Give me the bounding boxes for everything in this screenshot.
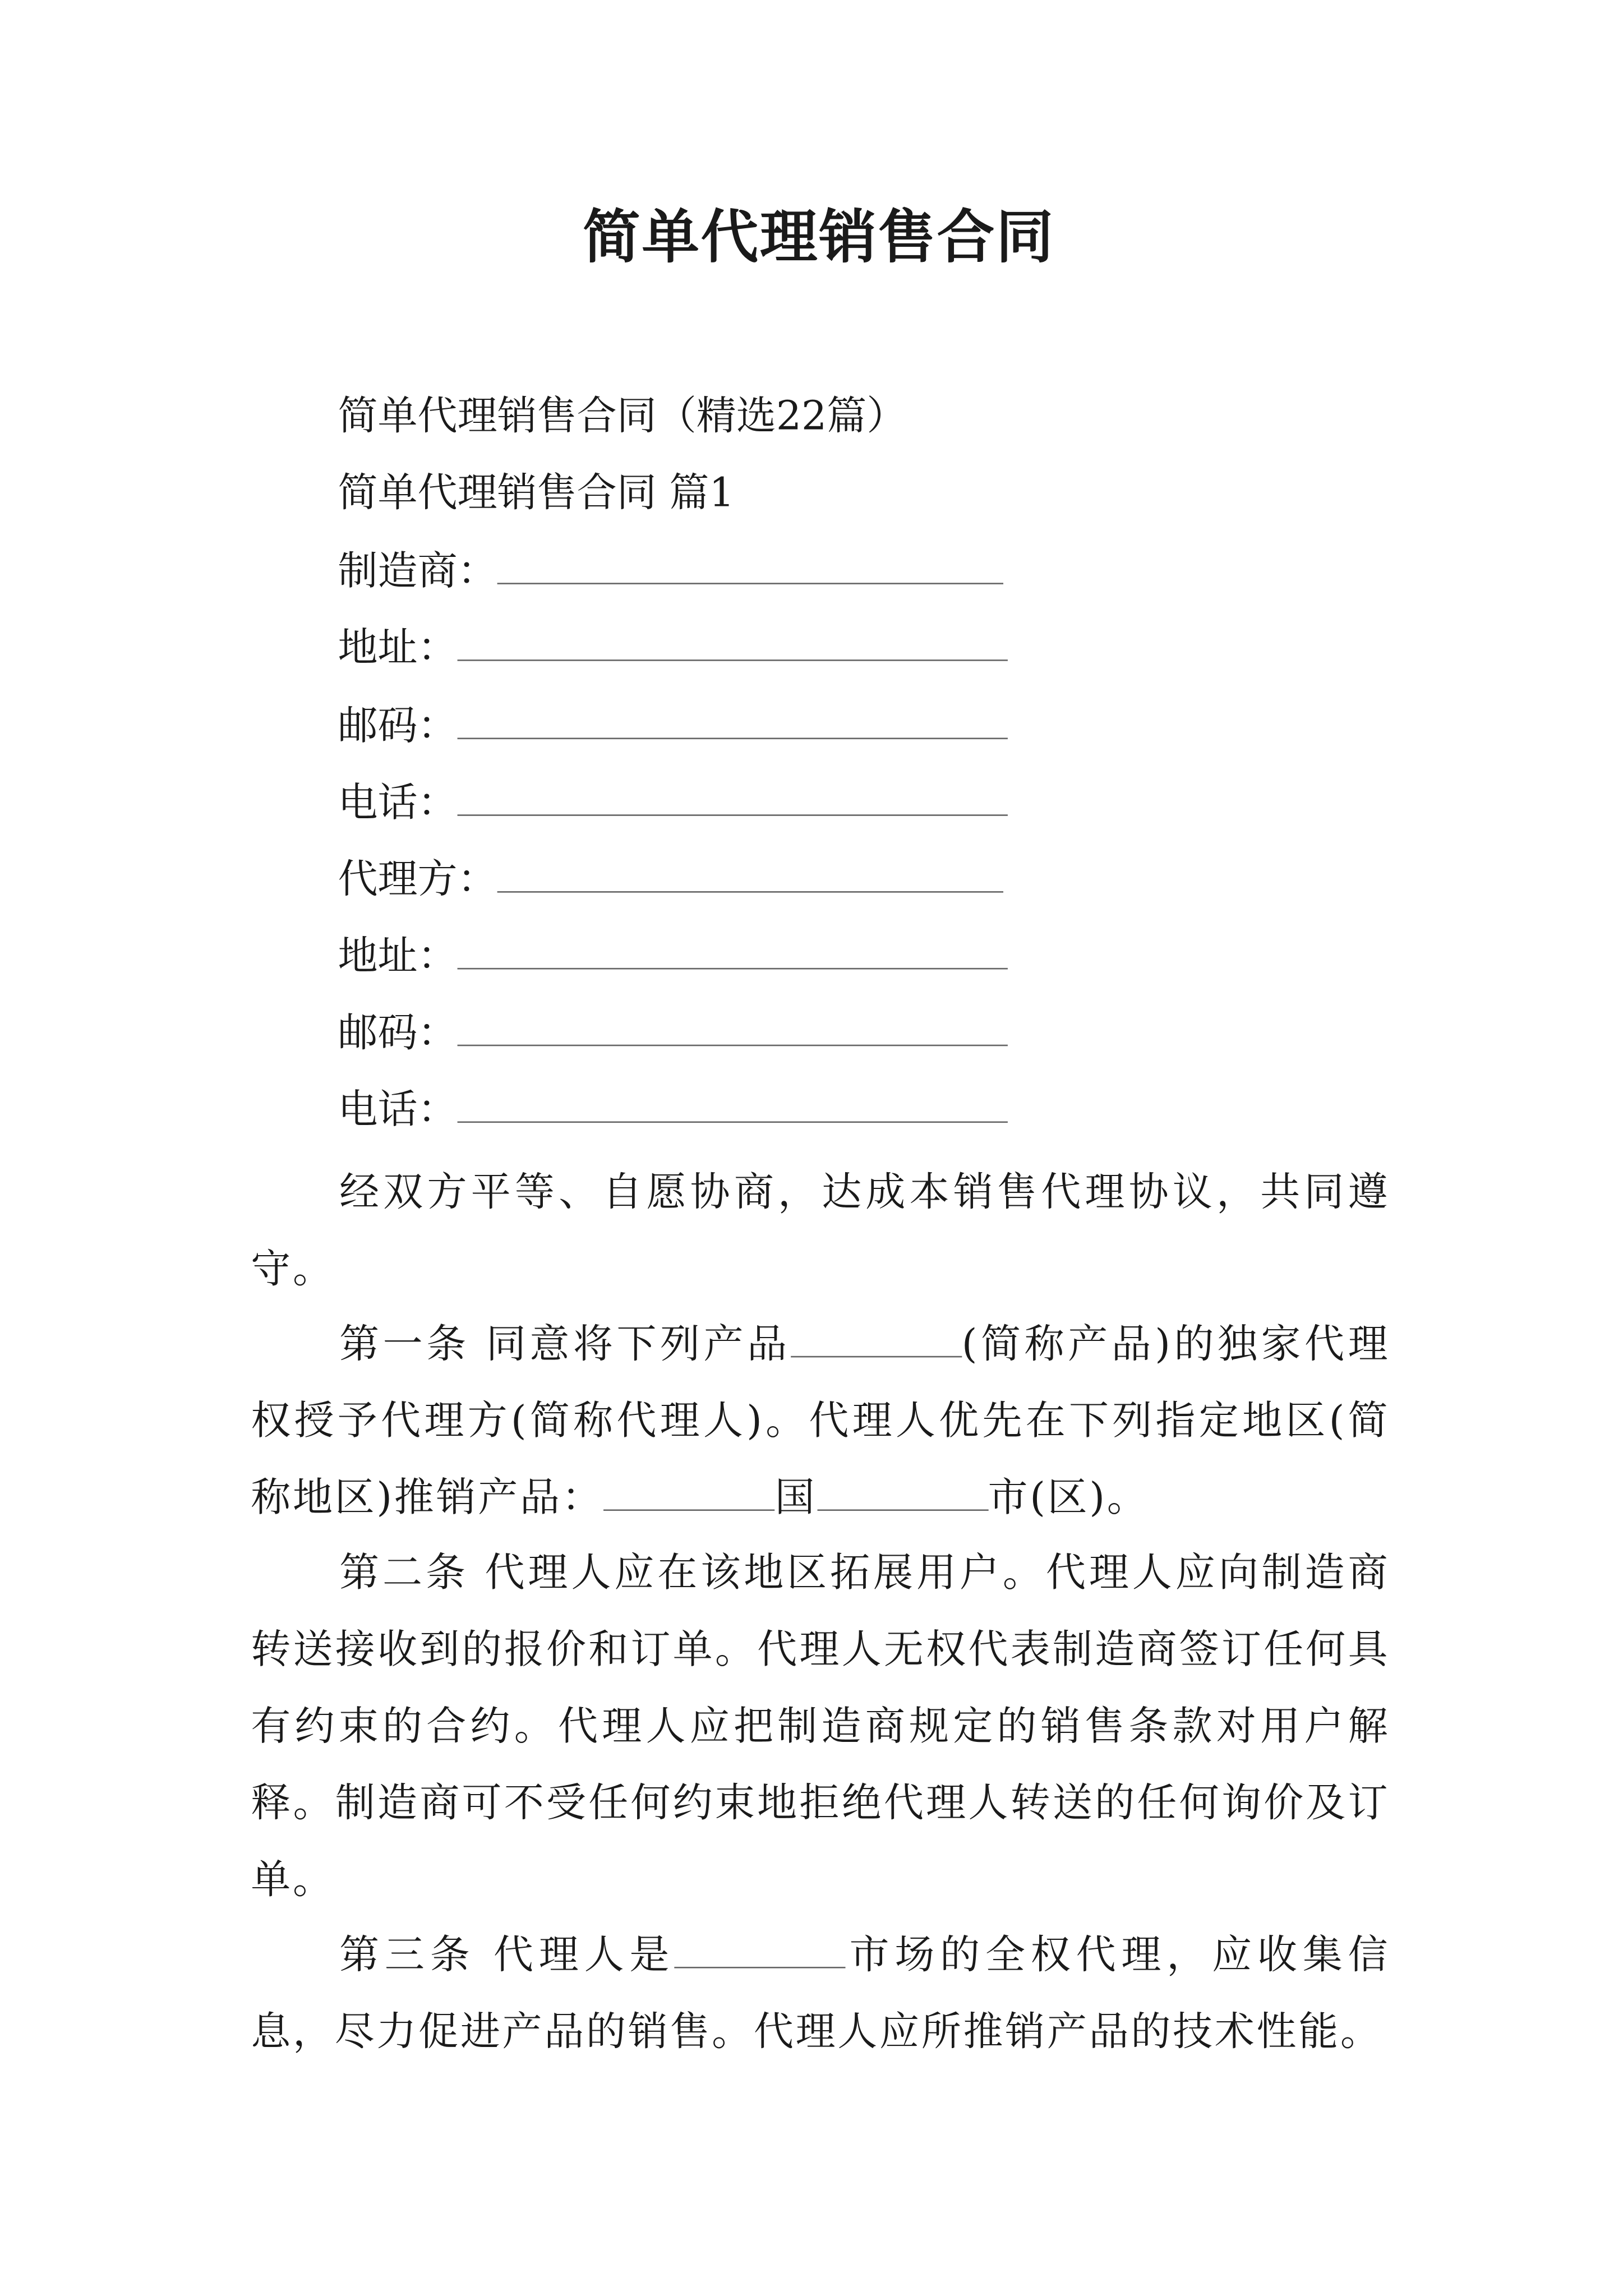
document-subtitle: 简单代理销售合同（精选22篇） [338, 394, 907, 440]
article-3-text-b: 市场的全权代理，应收集信息，尽力促进产品的销售。代理人应所推销产品的技术性能。 [251, 1933, 1390, 2055]
agent-blank [497, 856, 1003, 893]
document-title: 简单代理销售合同 [583, 204, 1055, 272]
manufacturer-phone-label: 电话： [338, 780, 458, 827]
manufacturer-address-label: 地址： [338, 625, 458, 672]
article-1-text-b: (简称产品)的独家代理权授予代理方(简称代理人)。代理人优先在下列指定地区(简称地区)推销产品： [251, 1322, 1390, 1522]
article-2-paragraph: 第二条 代理人应在该地区拓展用户。代理人应向制造商转送接收到的报价和订单。代理人无权代表制造商签订任何具有约束的合约。代理人应把制造商规定的销售条款对用户解释。制造商可不受任何约束地拒绝代理人转送的任何询价及订单。 [251, 1551, 1390, 1903]
manufacturer-label: 制造商： [338, 548, 497, 595]
manufacturer-address-blank [458, 624, 1008, 661]
agent-postcode-blank [458, 1009, 1008, 1046]
manufacturer-postcode-label: 邮码： [338, 703, 458, 750]
agent-phone-field [338, 1086, 1007, 1136]
agent-label: 代理方： [338, 857, 497, 903]
manufacturer-blank [497, 547, 1003, 584]
manufacturer-field [338, 547, 1003, 597]
manufacturer-postcode-field [338, 702, 1007, 752]
agent-phone-blank [458, 1086, 1008, 1123]
intro-paragraph: 经双方平等、自愿协商，达成本销售代理协议，共同遵守。 [251, 1170, 1390, 1293]
city-blank [817, 1477, 988, 1511]
agent-postcode-label: 邮码： [338, 1011, 458, 1057]
manufacturer-phone-blank [458, 779, 1008, 816]
product-blank [791, 1324, 962, 1358]
manufacturer-postcode-blank [458, 702, 1008, 739]
agent-address-label: 地址： [338, 934, 458, 980]
agent-address-blank [458, 933, 1008, 970]
country-blank [603, 1477, 774, 1511]
article-3-text-a: 第三条 代理人是 [339, 1933, 675, 1979]
article-3-paragraph [251, 1918, 1390, 2072]
market-blank [675, 1934, 846, 1968]
section-heading: 简单代理销售合同 篇1 [338, 471, 735, 517]
article-1-text-d: 市(区)。 [988, 1475, 1149, 1522]
article-1-text-a: 第一条 同意将下列产品 [339, 1322, 791, 1368]
article-1-text-c: 国 [774, 1475, 817, 1522]
article-1-paragraph [251, 1307, 1390, 1537]
manufacturer-address-field [338, 624, 1007, 674]
agent-address-field [338, 933, 1007, 983]
agent-phone-label: 电话： [338, 1087, 458, 1133]
agent-field [338, 856, 1003, 906]
agent-postcode-field [338, 1009, 1007, 1059]
manufacturer-phone-field [338, 779, 1007, 829]
